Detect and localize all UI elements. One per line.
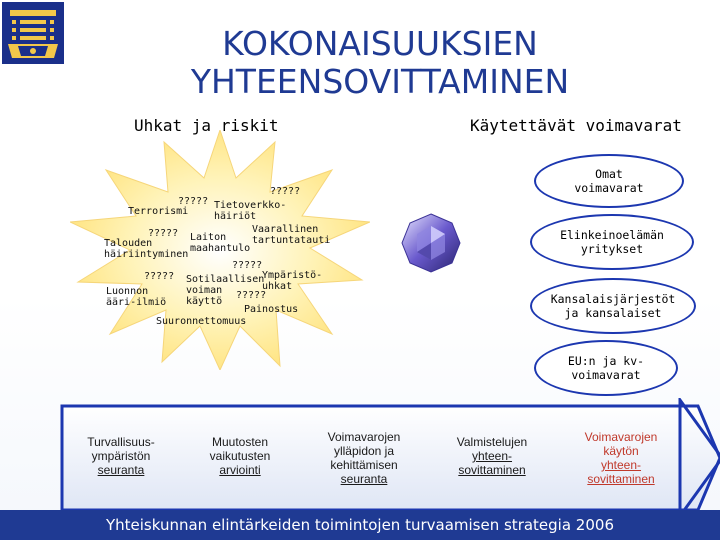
resource-own-label: Omat voimavarat	[574, 167, 644, 195]
threat-natural-phenomena: Luonnon ääri-ilmiö	[106, 286, 167, 308]
process-step-5	[566, 430, 676, 486]
resources-heading: Käytettävät voimavarat	[470, 116, 682, 135]
page-title-line2: YHTEENSOVITTAMINEN	[190, 62, 570, 101]
threat-major-accident: Suuronnettomuus	[156, 316, 247, 327]
process-step-2-underlined: arviointi	[219, 463, 261, 477]
unknown-threat-2: ?????	[178, 196, 209, 207]
unknown-threat-1: ?????	[270, 186, 301, 197]
unknown-threat-5: ?????	[144, 271, 175, 282]
process-step-2-text: Muutosten vaikutusten	[209, 435, 271, 463]
process-step-3	[309, 430, 419, 486]
process-step-4	[437, 435, 547, 477]
footer-bar	[0, 510, 720, 540]
threat-illegal-immigration: Laiton maahantulo	[190, 232, 251, 254]
footer-text: Yhteiskunnan elintärkeiden toimintojen turvaamisen strategia 2006	[105, 516, 614, 534]
resource-eu-label: EU:n ja kv- voimavarat	[567, 354, 645, 382]
threat-military-force: Sotilaallisen voiman käyttö	[186, 274, 265, 307]
process-step-5-underlined: yhteen- sovittaminen	[587, 458, 655, 486]
process-step-3-text: Voimavarojen ylläpidon ja kehittämisen	[327, 430, 401, 472]
threat-economic-disruption: Talouden häiriintyminen	[104, 238, 189, 260]
process-step-4-underlined: yhteen- sovittaminen	[458, 449, 526, 477]
process-step-3-underlined: seuranta	[340, 472, 388, 486]
threats-heading: Uhkat ja riskit	[134, 116, 279, 135]
unknown-threat-3: ?????	[148, 228, 179, 239]
threat-dangerous-disease: Vaarallinen tartuntatauti	[252, 224, 331, 246]
threat-network-disruption: Tietoverkko- häiriöt	[214, 200, 287, 222]
process-step-1-text: Turvallisuus- ympäristön	[87, 435, 155, 463]
resource-civil-society	[530, 278, 696, 334]
resource-eu-international	[534, 340, 678, 396]
process-step-4-text: Valmistelujen	[456, 435, 528, 449]
process-step-1	[66, 435, 176, 477]
process-step-1-underlined: seuranta	[97, 463, 145, 477]
resource-business-label: Elinkeinoelämän yritykset	[560, 228, 664, 256]
resource-business	[530, 214, 694, 270]
gem-icon	[400, 212, 462, 274]
threat-pressure: Painostus	[244, 304, 299, 315]
unknown-threat-6: ?????	[236, 290, 267, 301]
threat-terrorism: Terrorismi	[128, 206, 189, 217]
process-step-2	[185, 435, 295, 477]
process-step-5-text: Voimavarojen käytön	[584, 430, 658, 458]
unknown-threat-4: ?????	[232, 260, 263, 271]
threat-environment: Ympäristö- uhkat	[262, 270, 323, 292]
resource-own	[534, 154, 684, 208]
page-title-line1: KOKONAISUUKSIEN	[222, 24, 538, 63]
resource-civil-society-label: Kansalaisjärjestöt ja kansalaiset	[550, 292, 676, 320]
